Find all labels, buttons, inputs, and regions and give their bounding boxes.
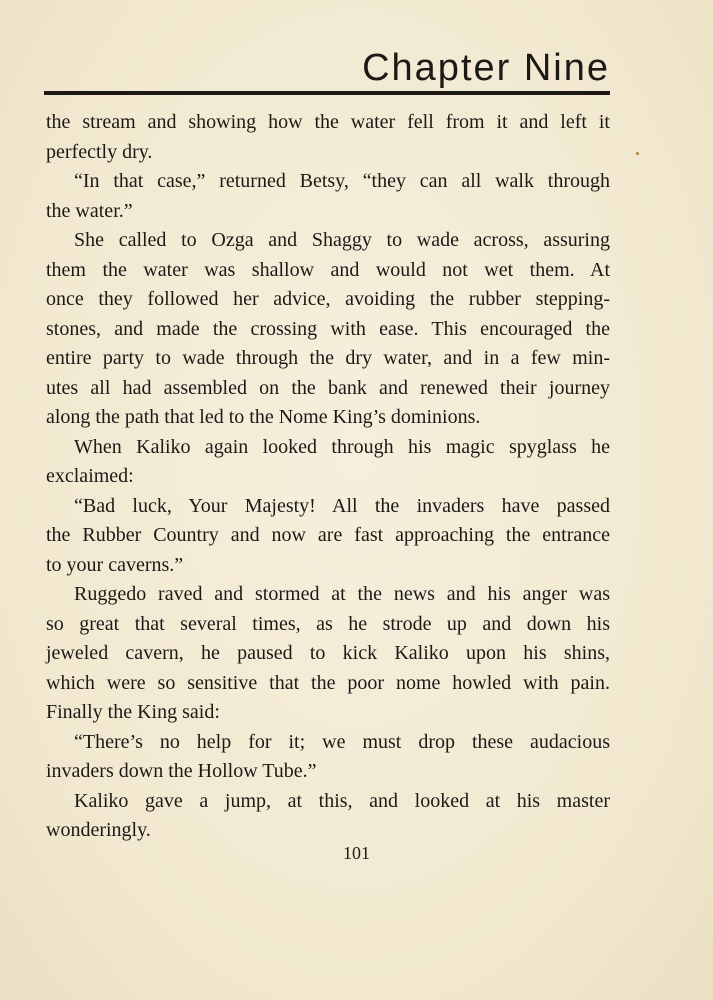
text-line: which were so sensitive that the poor nome howled with pain. — [46, 671, 610, 694]
text-line: “There’s no help for it; we must drop these audacious — [74, 730, 610, 753]
text-line: Ruggedo raved and stormed at the news and his anger was — [74, 583, 610, 605]
text-line: the stream and showing how the water fell from it and left it — [46, 111, 610, 133]
text-line: wonderingly. — [46, 819, 151, 841]
body-text — [46, 108, 610, 846]
header-rule — [44, 91, 610, 95]
text-line: along the path that led to the Nome King’s dominions. — [46, 406, 481, 428]
text-line: so great that several times, as he strode up and down his — [46, 612, 610, 635]
text-line: “In that case,” returned Betsy, “they can all walk through — [74, 170, 610, 192]
text-line: “Bad luck, Your Majesty! All the invaders have passed — [74, 494, 610, 517]
text-line: exclaimed: — [46, 465, 134, 487]
text-line: perfectly dry. — [46, 140, 153, 163]
text-line: invaders down the Hollow Tube.” — [46, 760, 317, 782]
text-line: When Kaliko again looked through his magic spyglass he — [74, 435, 610, 458]
text-line: them the water was shallow and would not wet them. At — [46, 258, 610, 281]
text-line: the Rubber Country and now are fast approaching the entrance — [46, 524, 610, 546]
text-line: Finally the King said: — [46, 701, 220, 723]
chapter-title: Chapter Nine — [362, 47, 610, 89]
text-line: jeweled cavern, he paused to kick Kaliko upon his shins, — [46, 642, 610, 664]
text-line: to your caverns.” — [46, 553, 184, 576]
paper-speck — [636, 152, 639, 155]
text-line: stones, and made the crossing with ease. This encouraged the — [46, 317, 610, 340]
text-line: once they followed her advice, avoiding the rubber stepping- — [46, 288, 610, 310]
running-header — [44, 46, 610, 94]
page-number: 101 — [343, 843, 370, 863]
text-line: Kaliko gave a jump, at this, and looked at his master — [74, 789, 610, 812]
text-line: She called to Ozga and Shaggy to wade across, assuring — [74, 229, 610, 251]
text-line: entire party to wade through the dry water, and in a few min- — [46, 347, 610, 369]
text-line: the water.” — [46, 199, 133, 222]
text-line: utes all had assembled on the bank and renewed their journey — [46, 376, 610, 399]
